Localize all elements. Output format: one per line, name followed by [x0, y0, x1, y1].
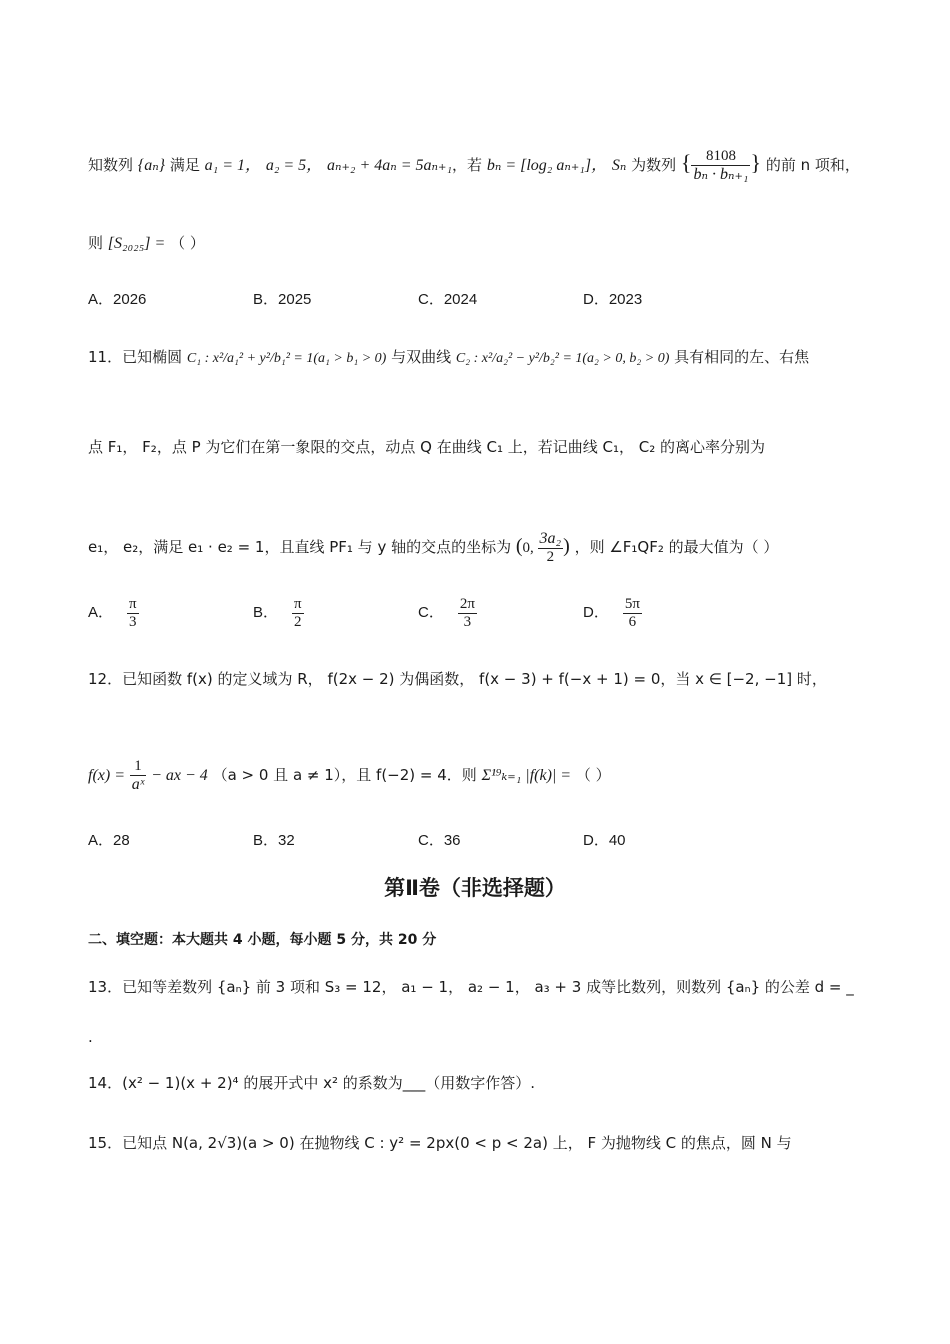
q12-frac-num: 1	[130, 758, 147, 776]
q13-line2: .	[88, 1028, 93, 1046]
q11-option-b	[253, 596, 304, 630]
q10-text: ，若	[452, 156, 483, 175]
q11-ellipse: C₁ : x²/a₁² + y²/b₁² = 1(a₁ > b₁ > 0)	[186, 351, 387, 366]
q10-a2: a₂ = 5，	[265, 157, 323, 175]
q11-frac-den: 2	[546, 548, 555, 565]
q12-fraction	[130, 758, 147, 793]
q12-sum: Σ¹⁹ₖ₌₁ |f(k)| =	[481, 767, 572, 785]
q10-frac-num: 8108	[691, 148, 750, 166]
option-den: 6	[628, 613, 637, 630]
q11-text: ，则 ∠F₁QF₂ 的最大值为（ ）	[574, 538, 779, 557]
q11-line1	[88, 346, 850, 367]
q10-text: 则	[88, 234, 104, 252]
option-den: 3	[463, 613, 472, 630]
section-title: 二、填空题：本大题共 4 小题，每小题 5 分，共 20 分	[88, 932, 437, 948]
q10-sequence: {aₙ}	[137, 157, 166, 175]
q10-option-c: C．2024	[418, 291, 478, 308]
q10-option-a: A．2026	[88, 291, 147, 308]
option-den: 2	[294, 613, 302, 630]
q10-a1: a₁ = 1，	[204, 157, 262, 175]
q12-option-b: B．32	[253, 832, 295, 849]
option-label: B．	[253, 603, 279, 621]
option-den: 3	[129, 613, 137, 630]
q10-option-d: D．2023	[583, 291, 643, 308]
q12-frac-den: aˣ	[131, 775, 145, 793]
q13-line1: 13．已知等差数列 {aₙ} 前 3 项和 S₃ = 12， a₁ − 1， a₂ − 1， a₃ + 3 成等比数列，则数列 {aₙ} 的公差 d = _	[88, 978, 854, 996]
option-label: A．	[88, 603, 114, 621]
q12-line2	[88, 758, 850, 793]
option-label: C．	[418, 603, 444, 621]
q10-recurrence: aₙ₊₂ + 4aₙ = 5aₙ₊₁	[326, 157, 453, 175]
q12-fx: f(x) =	[88, 767, 125, 785]
q12-line1: 12．已知函数 f(x) 的定义域为 R， f(2x − 2) 为偶函数， f(x − 3) + f(−x + 1) = 0，当 x ∈ [−2, −1] 时，	[88, 670, 827, 688]
q11-line2: 点 F₁， F₂，点 P 为它们在第一象限的交点，动点 Q 在曲线 C₁ 上，若记曲线 C₁， C₂ 的离心率分别为	[88, 438, 766, 456]
option-label: D．	[583, 603, 609, 621]
q10-frac-den: bₙ · bₙ₊₁	[693, 165, 749, 183]
q10-option-b: B．2025	[253, 291, 312, 308]
q10-text: 的前 n 项和，	[765, 156, 860, 175]
part2-title: 第Ⅱ卷（非选择题）	[384, 876, 566, 900]
q10-fraction	[691, 148, 750, 183]
q10-sn: Sₙ	[611, 157, 627, 175]
q11-frac-num: 3a₂	[539, 530, 562, 547]
option-num: 5π	[624, 596, 640, 612]
q11-line3: e₁， e₂，满足 e₁ · e₂ = 1，且直线 PF₁ 与 y 轴的交点的坐标为 (0, $\frac{\text{3a₂}}{2}$ ) ，则 ∠F₁QF₂ 的最大值为（ ）	[88, 530, 779, 565]
option-num: 2π	[459, 596, 475, 612]
q12-expr: − ax − 4	[151, 767, 208, 785]
q12-text: （a > 0 且 a ≠ 1），且 f(−2) = 4．则	[212, 766, 477, 785]
q11-hyperbola: C₂ : x²/a₂² − y²/b₂² = 1(a₂ > 0, b₂ > 0)	[455, 351, 670, 366]
q12-paren: （ ）	[575, 766, 611, 785]
q10-line2	[88, 232, 850, 253]
q11-option-d	[583, 596, 642, 630]
q11-text: 11．已知椭圆	[88, 348, 183, 366]
q11-option-a	[88, 596, 139, 630]
option-num: π	[294, 596, 302, 612]
q15-line: 15．已知点 N(a, 2√3)(a > 0) 在抛物线 C : y² = 2px(0 < p < 2a) 上， F 为抛物线 C 的焦点，圆 N 与	[88, 1134, 792, 1152]
q11-text: 与双曲线	[391, 348, 452, 366]
q10-line1: 知数列 {aₙ} 满足 a₁ = 1， a₂ = 5， aₙ₊₂ + 4aₙ = 5aₙ₊₁，若 bₙ = [log₂ aₙ₊₁]， Sₙ 为数列 { $\frac{8108}{\text{bₙ · bₙ₊₁}}$ } 的前 n 项和，	[88, 148, 860, 183]
q10-bn: bₙ = [log₂ aₙ₊₁]，	[486, 157, 608, 175]
q11-text: 具有相同的左、右焦	[674, 348, 810, 366]
q11-option-c	[418, 596, 477, 630]
q10-text: 为数列	[631, 156, 677, 175]
q14-line: 14．(x² − 1)(x + 2)⁴ 的展开式中 x² 的系数为___（用数字作答）.	[88, 1074, 536, 1092]
q11-point-y	[538, 530, 564, 565]
q11-text: e₁， e₂，满足 e₁ · e₂ = 1，且直线 PF₁ 与 y 轴的交点的坐标为	[88, 538, 512, 557]
q10-text: 知数列	[88, 156, 134, 175]
q10-paren: （ ）	[170, 234, 205, 252]
q10-text: 满足	[169, 156, 200, 175]
q12-option-a: A．28	[88, 832, 130, 849]
q10-s2025: [S₂₀₂₅] =	[107, 235, 166, 252]
q12-option-d: D．40	[583, 832, 626, 849]
q12-option-c: C．36	[418, 832, 461, 849]
option-num: π	[129, 596, 137, 612]
